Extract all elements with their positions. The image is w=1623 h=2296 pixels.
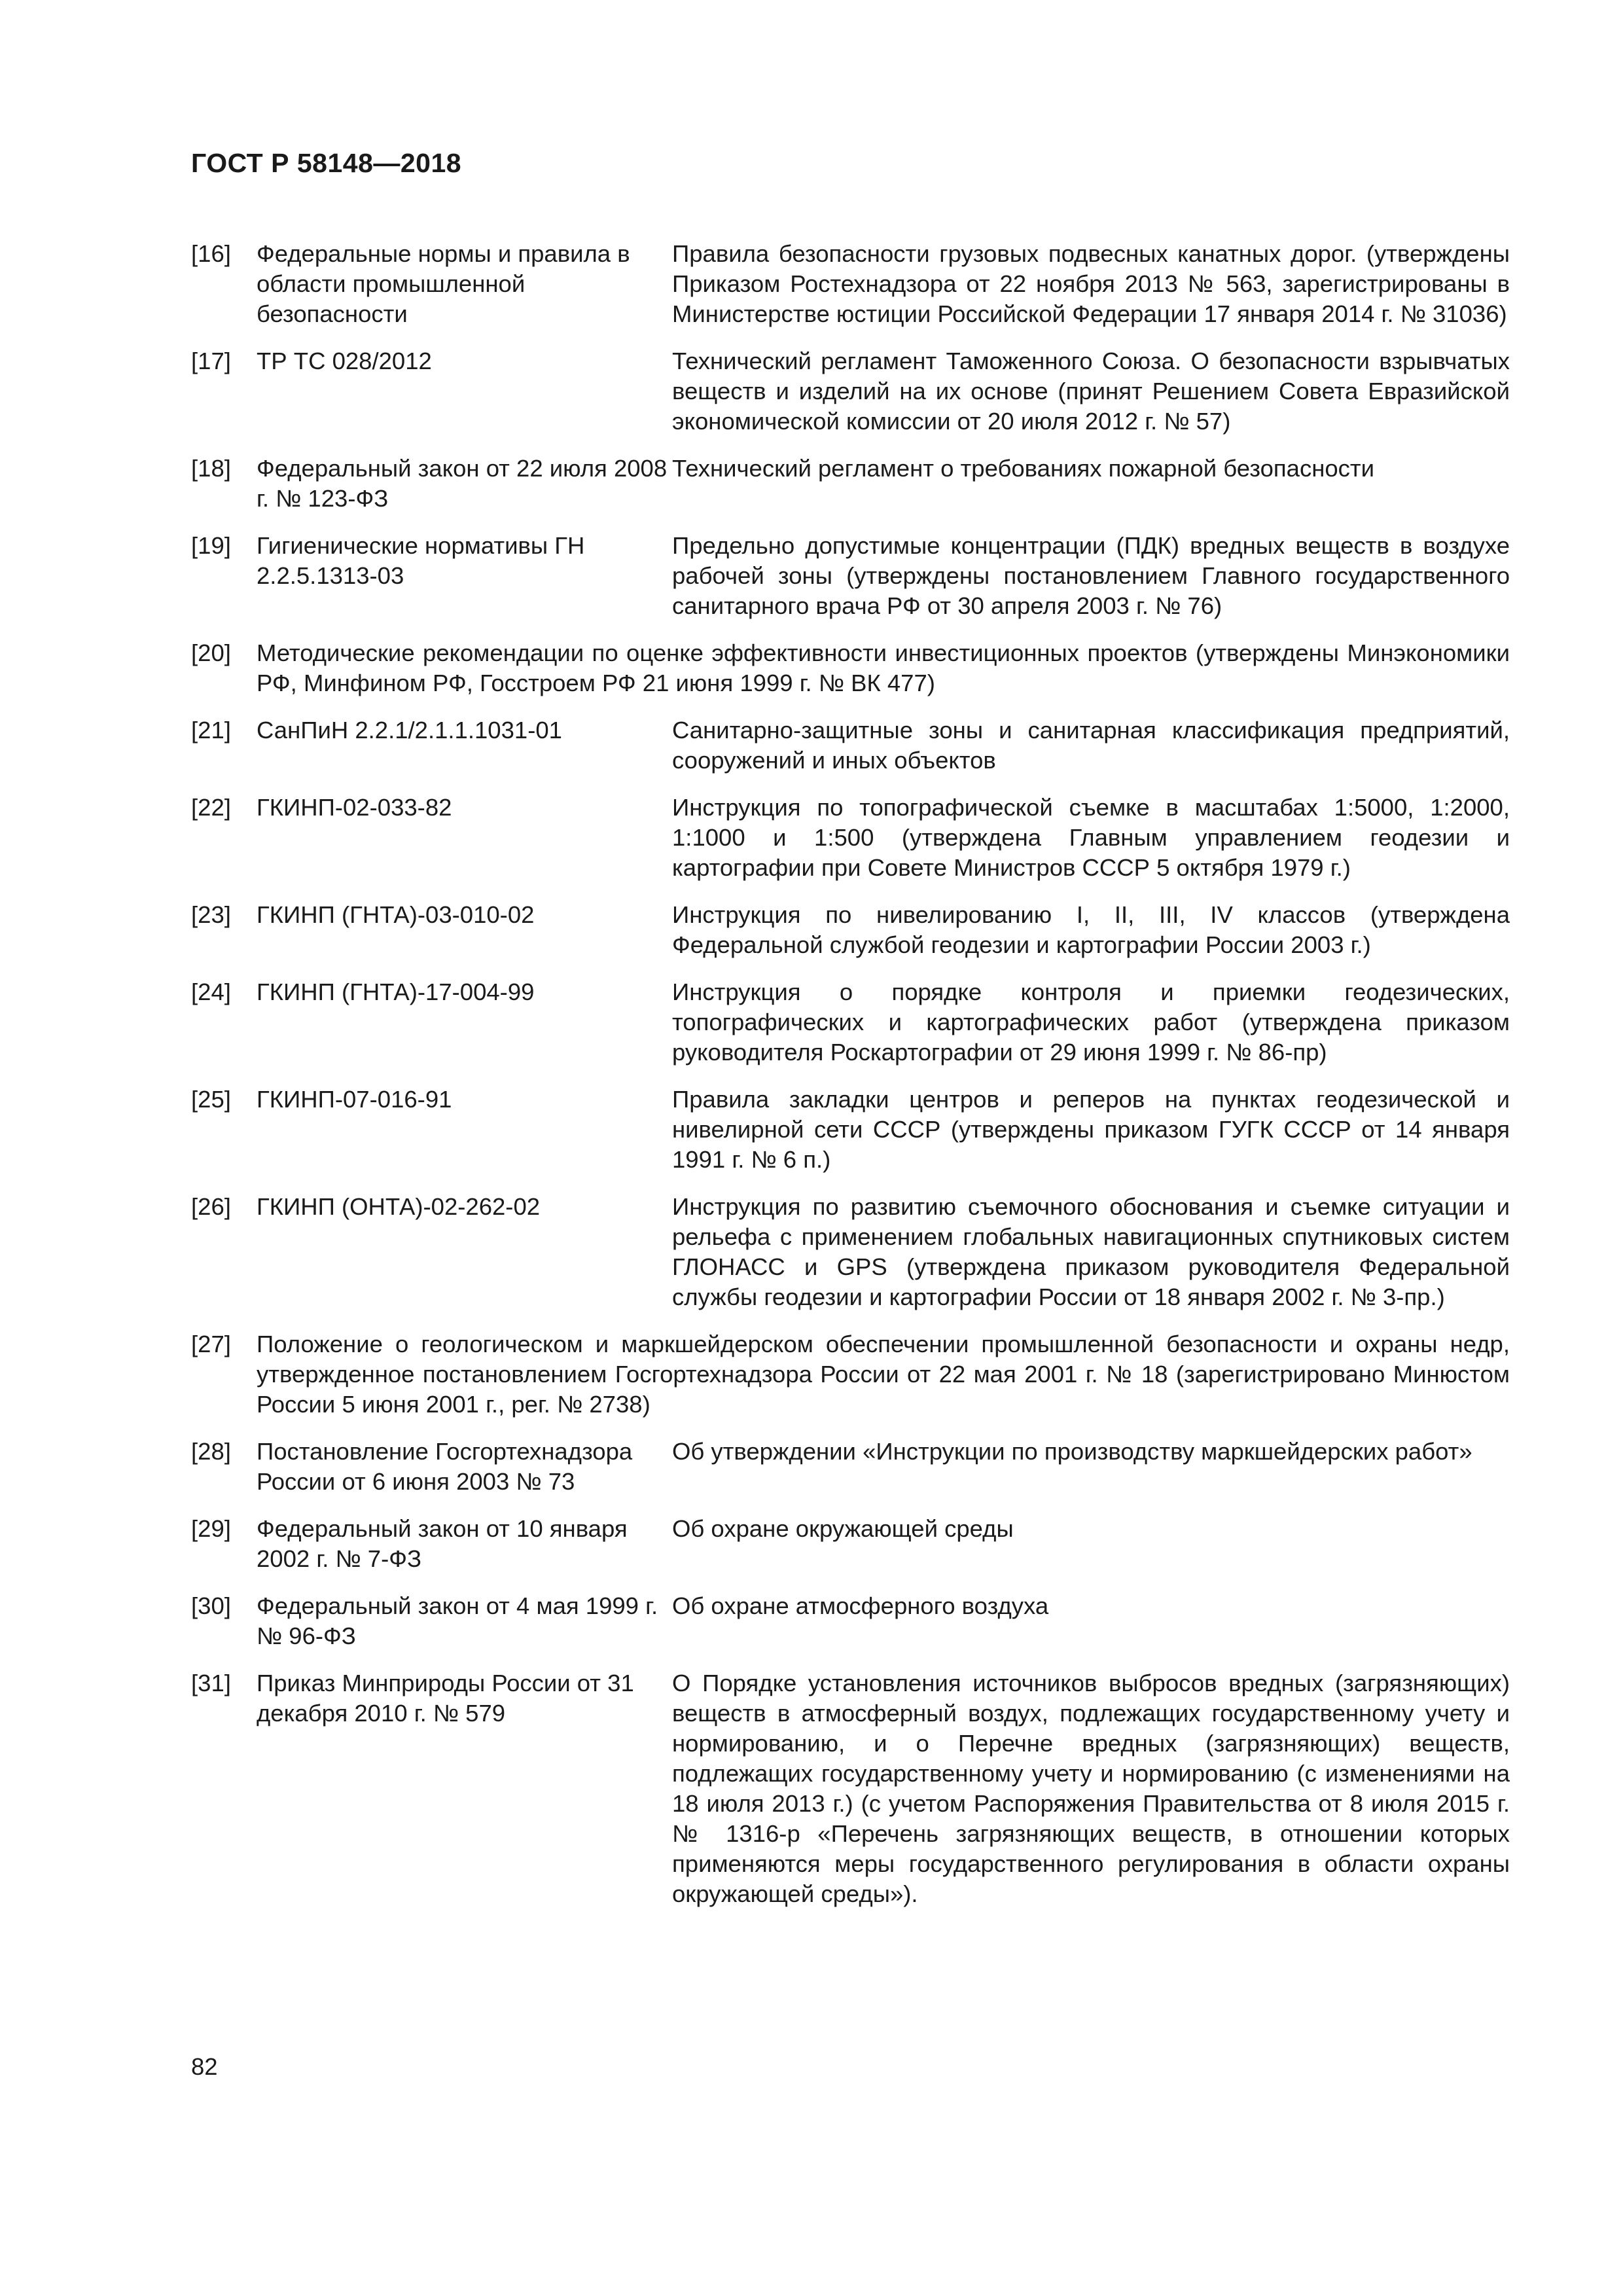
reference-number: [20] (191, 639, 231, 666)
reference-number: [23] (191, 901, 231, 928)
reference-source: Приказ Минприроды России от 31 декабря 2010 г. № 579 (257, 1670, 634, 1727)
reference-number: [16] (191, 240, 231, 267)
reference-full-text: Положение о геологическом и маркшейдерском обеспечении промышленной безопасности и охраны недр, утвержденное постановлением Госгортехнадзора России от 22 мая 2001 г. № 18 (зарегистрировано Минюстом России 5 июня 2001 г., рег. № 2738) (257, 1331, 1510, 1418)
reference-entry (191, 1668, 1510, 1909)
reference-entry (191, 977, 1510, 1067)
reference-number: [26] (191, 1193, 231, 1220)
reference-title: Санитарно-защитные зоны и санитарная классификация предприятий, сооружений и иных объектов (672, 717, 1510, 774)
reference-title: Предельно допустимые концентрации (ПДК) вредных веществ в воздухе рабочей зоны (утверждены постановлением Главного государственного санитарного врача РФ от 30 апреля 2003 г. № 76) (672, 532, 1510, 619)
reference-number: [25] (191, 1086, 231, 1113)
reference-number: [29] (191, 1515, 231, 1542)
reference-entry (191, 1514, 1510, 1574)
reference-entry (191, 793, 1510, 883)
reference-title: О Порядке установления источников выбросов вредных (загрязняющих) веществ в атмосферный воздух, подлежащих государственному учету и нормированию, и о Перечне вредных (загрязняющих) веществ, подлежащих государственному учету и нормированию (с изменениями на 18 июля 2013 г.) (с учетом Распоряжения Правительства от 8 июля 2015 г. № 1316-р «Перечень загрязняющих веществ, в отношении которых применяются меры государственного регулирования в области охраны окружающей среды»). (672, 1670, 1510, 1907)
reference-entry (191, 1329, 1510, 1420)
reference-number: [21] (191, 717, 231, 744)
reference-source: Федеральные нормы и правила в области промышленной безопасности (257, 240, 630, 327)
reference-entry (191, 239, 1510, 329)
document-header: ГОСТ Р 58148—2018 (191, 148, 462, 178)
reference-source: Гигиенические нормативы ГН 2.2.5.1313-03 (257, 532, 585, 589)
reference-number: [24] (191, 978, 231, 1005)
reference-source: ГКИНП-02-033-82 (257, 794, 452, 821)
reference-entry (191, 715, 1510, 776)
reference-number: [28] (191, 1438, 231, 1465)
reference-number: [19] (191, 532, 231, 559)
reference-title: Правила закладки центров и реперов на пунктах геодезической и нивелирной сети СССР (утверждены приказом ГУГК СССР от 14 января 1991 г. № 6 п.) (672, 1086, 1510, 1173)
reference-source: ГКИНП-07-016-91 (257, 1086, 452, 1113)
reference-title: Правила безопасности грузовых подвесных канатных дорог. (утверждены Приказом Ростехнадзора от 22 ноября 2013 № 563, зарегистрированы в Министерстве юстиции Российской Федерации 17 января 2014 г. № 31036) (672, 240, 1510, 327)
reference-full-text: Методические рекомендации по оценке эффективности инвестиционных проектов (утверждены Минэкономики РФ, Минфином РФ, Госстроем РФ 21 июня 1999 г. № ВК 477) (257, 639, 1510, 696)
reference-title: Об охране окружающей среды (672, 1515, 1014, 1542)
reference-number: [31] (191, 1670, 231, 1696)
reference-number: [17] (191, 348, 231, 374)
reference-source: ГКИНП (ГНТА)-03-010-02 (257, 901, 535, 928)
reference-entry (191, 454, 1510, 514)
reference-entry (191, 346, 1510, 437)
reference-entry (191, 638, 1510, 698)
reference-title: Об охране атмосферного воздуха (672, 1592, 1049, 1619)
reference-source: Федеральный закон от 10 января 2002 г. № 7-ФЗ (257, 1515, 628, 1572)
reference-entry (191, 1437, 1510, 1497)
bibliography-list (191, 239, 1510, 1926)
reference-number: [22] (191, 794, 231, 821)
reference-title: Технический регламент Таможенного Союза. О безопасности взрывчатых веществ и изделий на их основе (принят Решением Совета Евразийской экономической комиссии от 20 июля 2012 г. № 57) (672, 348, 1510, 435)
reference-source: ГКИНП (ОНТА)-02-262-02 (257, 1193, 541, 1220)
reference-number: [18] (191, 455, 231, 482)
reference-title: Инструкция по нивелированию I, II, III, IV классов (утверждена Федеральной службой геодезии и картографии России 2003 г.) (672, 901, 1510, 958)
reference-number: [30] (191, 1592, 231, 1619)
reference-entry (191, 900, 1510, 960)
reference-source: Постановление Госгортехнадзора России от 6 июня 2003 № 73 (257, 1438, 633, 1495)
reference-source: Федеральный закон от 4 мая 1999 г. № 96-ФЗ (257, 1592, 658, 1649)
reference-source: Федеральный закон от 22 июля 2008 г. № 123-ФЗ (257, 455, 668, 512)
reference-title: Об утверждении «Инструкции по производству маркшейдерских работ» (672, 1438, 1472, 1465)
reference-entry (191, 531, 1510, 621)
reference-entry (191, 1192, 1510, 1312)
reference-source: ГКИНП (ГНТА)-17-004-99 (257, 978, 535, 1005)
reference-entry (191, 1085, 1510, 1175)
reference-number: [27] (191, 1331, 231, 1357)
reference-title: Инструкция по топографической съемке в масштабах 1:5000, 1:2000, 1:1000 и 1:500 (утверждена Главным управлением геодезии и картографии при Совете Министров СССР 5 октября 1979 г.) (672, 794, 1510, 881)
reference-source: ТР ТС 028/2012 (257, 348, 432, 374)
page-number: 82 (191, 2053, 218, 2080)
reference-title: Инструкция по развитию съемочного обоснования и съемке ситуации и рельефа с применением глобальных навигационных спутниковых систем ГЛОНАСС и GPS (утверждена приказом руководителя Федеральной службы геодезии и картографии России от 18 января 2002 г. № 3-пр.) (672, 1193, 1510, 1310)
reference-title: Инструкция о порядке контроля и приемки геодезических, топографических и картографических работ (утверждена приказом руководителя Роскартографии от 29 июня 1999 г. № 86-пр) (672, 978, 1510, 1066)
reference-source: СанПиН 2.2.1/2.1.1.1031-01 (257, 717, 562, 744)
reference-entry (191, 1591, 1510, 1651)
reference-title: Технический регламент о требованиях пожарной безопасности (672, 455, 1375, 482)
